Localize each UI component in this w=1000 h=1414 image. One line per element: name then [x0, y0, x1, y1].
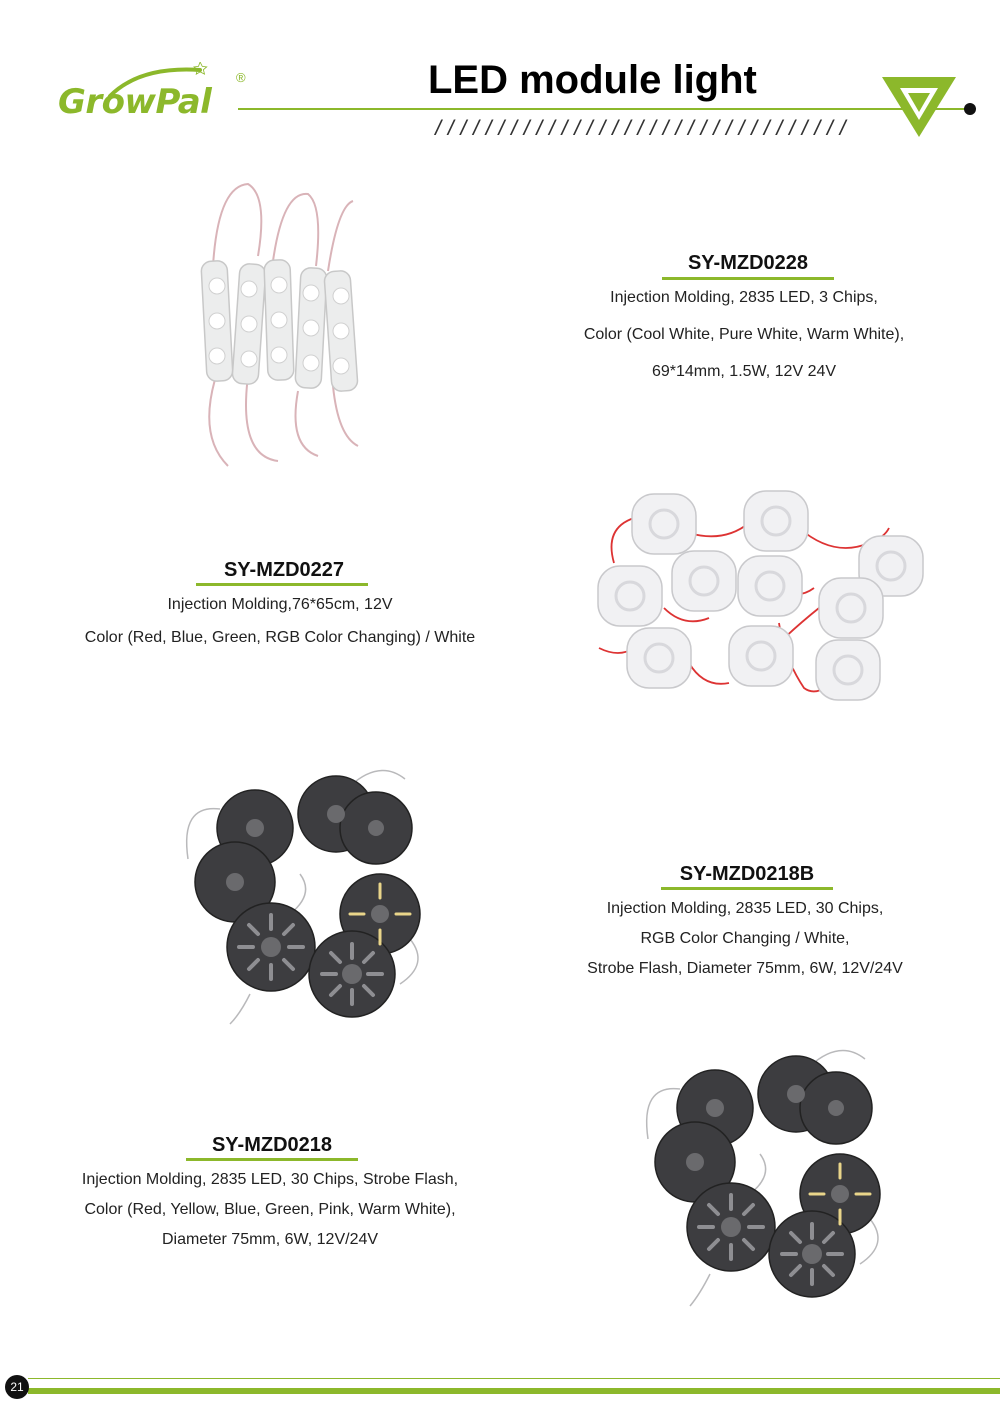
product-model-3: SY-MZD0218B — [679, 863, 815, 885]
triangle-icon — [878, 74, 960, 140]
product-desc-3-line-1: Injection Molding, 2835 LED, 30 Chips, — [606, 900, 884, 917]
product-desc-1-line-1: Injection Molding, 2835 LED, 3 Chips, — [610, 289, 878, 306]
logo-text: GrowPal — [58, 82, 212, 122]
page-number-badge — [5, 1375, 29, 1399]
page-title: LED module light — [428, 58, 757, 102]
product-model-underline-3 — [661, 887, 833, 890]
product-model-4: SY-MZD0218 — [211, 1134, 333, 1156]
product-desc-1-line-3: 69*14mm, 1.5W, 12V 24V — [651, 363, 837, 380]
product-model-2: SY-MZD0227 — [223, 559, 345, 581]
footer-rule-thick — [28, 1388, 1000, 1394]
header-rule-dot — [964, 103, 976, 115]
product-photo-round-modules-2 — [640, 1044, 890, 1309]
header-slashes: ///////////////////////////////// — [433, 116, 851, 138]
product-model-1: SY-MZD0228 — [687, 252, 809, 274]
product-desc-2-line-2: Color (Red, Blue, Green, RGB Color Changing) / White — [84, 629, 476, 646]
product-model-underline-2 — [196, 583, 368, 586]
product-desc-2-line-1: Injection Molding,76*65cm, 12V — [167, 596, 393, 613]
product-desc-1-line-2: Color (Cool White, Pure White, Warm White), — [583, 326, 905, 343]
product-desc-4-line-3: Diameter 75mm, 6W, 12V/24V — [161, 1231, 379, 1248]
product-photo-round-modules-1 — [180, 764, 430, 1026]
product-desc-3-line-2: RGB Color Changing / White, — [640, 930, 850, 947]
product-desc-3-line-3: Strobe Flash, Diameter 75mm, 6W, 12V/24V — [587, 960, 903, 977]
page-number: 21 — [10, 1380, 24, 1394]
product-photo-square-modules — [594, 488, 924, 713]
header — [0, 0, 1000, 150]
registered-mark: ® — [236, 70, 246, 85]
product-desc-4-line-1: Injection Molding, 2835 LED, 30 Chips, Strobe Flash, — [81, 1171, 459, 1188]
product-model-underline-4 — [186, 1158, 358, 1161]
product-model-underline-1 — [662, 277, 834, 280]
footer-rule-thin — [28, 1378, 1000, 1379]
header-rule — [238, 108, 973, 110]
product-desc-4-line-2: Color (Red, Yellow, Blue, Green, Pink, Warm White), — [84, 1201, 456, 1218]
product-photo-strip-modules — [188, 176, 368, 476]
